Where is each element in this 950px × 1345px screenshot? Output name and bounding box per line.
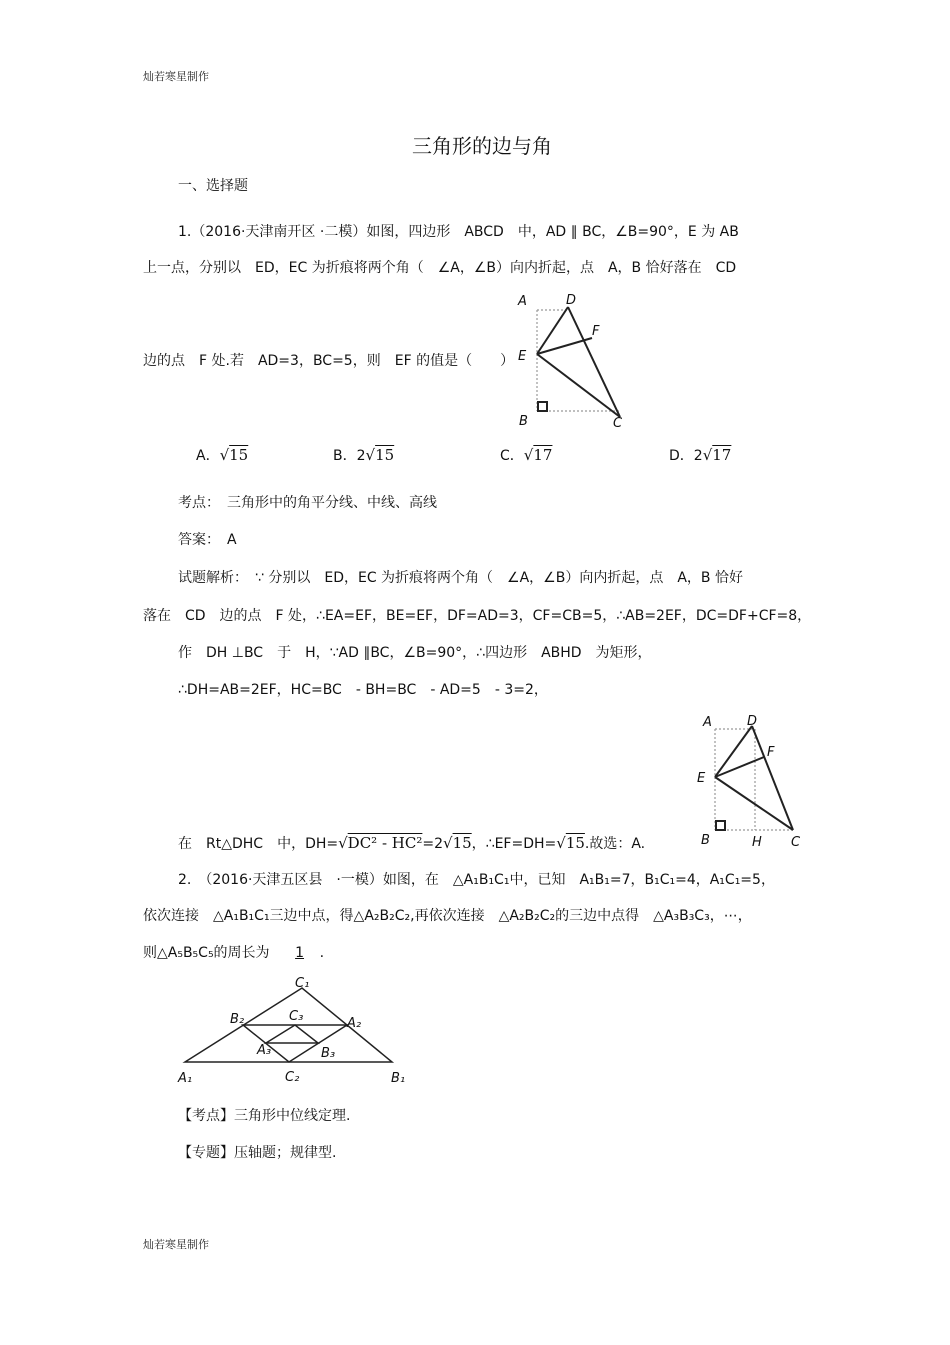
sqrt-icon: √ xyxy=(219,446,230,464)
fig2-label-e: E xyxy=(697,771,706,786)
q2-line-1: 2. （2016·天津五区县 ·一模）如图，在 △A₁B₁C₁中，已知 A₁B₁=7，B₁C₁=4，A₁C₁=5， xyxy=(178,872,775,888)
q2-kaodian: 【考点】三角形中位线定理. xyxy=(178,1108,351,1124)
q2-figure xyxy=(175,975,415,1090)
fig3-label-a3: A₃ xyxy=(257,1043,272,1058)
sqrt-icon: √ xyxy=(443,834,453,852)
option-label: C． xyxy=(500,448,524,464)
fig3-label-c2: C₂ xyxy=(285,1070,300,1085)
option-radicand: 15 xyxy=(375,446,395,464)
page-title: 三角形的边与角 xyxy=(412,134,552,158)
sqrt-icon: √ xyxy=(365,446,376,464)
q1-answer: 答案： A xyxy=(178,532,237,548)
q1-option-a[interactable] xyxy=(196,445,248,466)
radicand: DC² - HC² xyxy=(347,834,423,852)
option-radicand: 17 xyxy=(712,446,732,464)
option-radicand: 15 xyxy=(229,446,249,464)
radicand: 15 xyxy=(452,834,472,852)
fig2-label-b: B xyxy=(701,833,710,848)
explain-text: ，∴EF=DH= xyxy=(471,836,557,852)
q2-text: 则△A₅B₅C₅的周长为 xyxy=(143,945,270,961)
fig2-label-d: D xyxy=(747,714,758,729)
option-label: B． xyxy=(333,448,357,464)
q1-solution-figure xyxy=(697,712,812,852)
option-radicand: 17 xyxy=(533,446,553,464)
page-footer: 灿若寒星制作 xyxy=(143,1238,209,1251)
fig2-label-f: F xyxy=(767,745,775,760)
q2-text: . xyxy=(319,945,325,961)
fig3-label-b3: B₃ xyxy=(321,1046,336,1061)
q1-option-c[interactable] xyxy=(500,445,552,466)
section-heading: 一、选择题 xyxy=(178,178,248,194)
q1-option-d[interactable] xyxy=(669,445,731,466)
fig1-label-a: A xyxy=(518,294,527,309)
fig2-label-h: H xyxy=(752,835,762,850)
q1-kaodian: 考点： 三角形中的角平分线、中线、高线 xyxy=(178,495,437,511)
fig3-label-c1: C₁ xyxy=(295,976,310,991)
q1-explain-1: 试题解析： ∵ 分别以 ED，EC 为折痕将两个角（ ∠A，∠B）向内折起，点 A，B 恰好 xyxy=(178,570,743,586)
fig1-label-d: D xyxy=(566,293,577,308)
option-coef: 2 xyxy=(693,448,703,464)
q1-figure xyxy=(510,290,630,430)
q1-option-b[interactable] xyxy=(333,445,394,466)
q1-explain-4: ∴DH=AB=2EF，HC=BC - BH=BC - AD=5 - 3=2， xyxy=(178,682,548,698)
option-coef: 2 xyxy=(356,448,366,464)
page-header: 灿若寒星制作 xyxy=(143,70,209,83)
fig2-label-c: C xyxy=(791,835,801,850)
fig3-label-c3: C₃ xyxy=(289,1009,304,1024)
option-label: D． xyxy=(669,448,694,464)
fig1-label-c: C xyxy=(613,416,623,431)
fig3-label-a1: A₁ xyxy=(178,1071,193,1086)
answer-blank: 1 xyxy=(295,945,305,961)
q1-explain-3: 作 DH ⊥BC 于 H，∵AD ∥BC，∠B=90°，∴四边形 ABHD 为矩形， xyxy=(178,645,652,661)
option-label: A． xyxy=(196,448,220,464)
fig3-label-a2: A₂ xyxy=(347,1016,362,1031)
q1-line-2: 上一点，分别以 ED，EC 为折痕将两个角（ ∠A，∠B）向内折起，点 A，B 恰好落在 CD xyxy=(143,260,737,276)
sqrt-icon: √ xyxy=(702,446,713,464)
explain-text: 在 Rt△DHC 中，DH= xyxy=(178,836,339,852)
explain-text: =2 xyxy=(422,836,444,852)
q1-explain-2: 落在 CD 边的点 F 处，∴EA=EF，BE=EF，DF=AD=3，CF=CB=5，∴AB=2EF，DC=DF+CF=8， xyxy=(143,608,812,624)
fig3-label-b2: B₂ xyxy=(230,1012,245,1027)
sqrt-icon: √ xyxy=(523,446,534,464)
sqrt-icon: √ xyxy=(338,834,348,852)
fig1-label-e: E xyxy=(518,349,527,364)
q2-line-3 xyxy=(143,943,324,963)
q1-line-3: 边的点 F 处.若 AD=3，BC=5，则 EF 的值是（ ） xyxy=(143,353,515,369)
fig3-label-b1: B₁ xyxy=(391,1071,406,1086)
q2-zhuanti: 【专题】压轴题；规律型. xyxy=(178,1145,337,1161)
fig1-label-f: F xyxy=(592,324,600,339)
q2-line-2: 依次连接 △A₁B₁C₁三边中点，得△A₂B₂C₂,再依次连接 △A₂B₂C₂的三边中点得 △A₃B₃C₃，⋯， xyxy=(143,908,752,924)
radicand: 15 xyxy=(565,834,585,852)
sqrt-icon: √ xyxy=(556,834,566,852)
explain-text: .故选：A. xyxy=(584,836,646,852)
fig1-label-b: B xyxy=(519,414,528,429)
q1-explain-5 xyxy=(178,833,645,854)
fig2-label-a: A xyxy=(703,715,712,730)
q1-line-1: 1.（2016·天津南开区 ·二模）如图，四边形 ABCD 中，AD ∥ BC，∠B=90°，E 为 AB xyxy=(178,224,739,240)
